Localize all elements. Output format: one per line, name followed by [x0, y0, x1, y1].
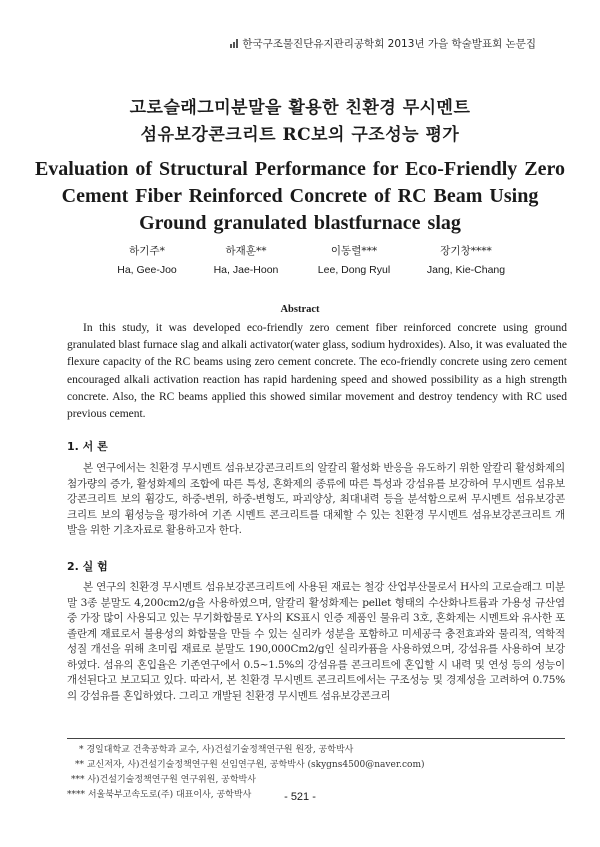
section-2-heading: 2. 실 험: [67, 560, 108, 573]
english-title-line-2: Cement Fiber Reinforced Concrete of RC Beam Using: [61, 185, 539, 207]
section-1-text: 본 연구에서는 친환경 무시멘트 섬유보강콘크리트의 알칼리 활성화 반응을 유도하기 위한 알칼리 활성화제의 첨가량의 증가, 활성화제의 조합에 따른 특성, 혼화제의 종류에 따른 특성과 강섬유를 보강하여 무시멘트 섬유보강콘크리트 보의 휨강도, 하중-변위, 하중-변형도, 파괴양상, 최대내력 등을 분석함으로써 무시멘트 섬유보강콘크리트 보의 휨성능을 평가하여 기존 시멘트 콘크리트를 대체할 수 있는 친환경 무시멘트 섬유보강콘크리트 개발을 위한 기초자료로 활용하고자 한다.: [67, 462, 565, 536]
english-title-line-1: Evaluation of Structural Performance for Eco-Friendly Zero: [34, 158, 566, 180]
author-3: [289, 243, 419, 276]
abstract-text: In this study, it was developed eco-friendly zero cement fiber reinforced concrete using ground granulated blast furnace slag and alkali activator(water glass, sodium hydroxides). Also, it was evaluated the flexure capacity of the RC beams using zero cement concrete. The eco-friendly concrete using zero cement encouraged alkali activation reaction has rapid hardening speed and showed possibility as a high strength concrete. Also, the RC beams applied this showed similar movement and destroy tendency with RC used previous cement.: [67, 322, 567, 421]
author-english-name: Ha, Jae-Hoon: [213, 264, 279, 276]
footnote-2: ** 교신저자, 사)건설기술정책연구원 선임연구원, 공학박사 (skygns4500@naver.com): [75, 760, 425, 770]
author-korean-name: 하기주*: [129, 245, 165, 257]
footnote-divider: [67, 738, 565, 739]
author-english-name: Jang, Kie-Chang: [426, 264, 506, 276]
korean-title-line-2: 섬유보강콘크리트 RC보의 구조성능 평가: [140, 125, 460, 145]
conference-header: [230, 36, 536, 51]
author-english-name: Ha, Gee-Joo: [117, 264, 177, 276]
conference-logo-icon: [230, 39, 239, 48]
conference-name: 한국구조물진단유지관리공학회 2013년 가을 학술발표회 논문집: [242, 38, 536, 50]
korean-title-line-1: 고로슬래그미분말을 활용한 친환경 무시멘트: [129, 98, 471, 118]
author-korean-name: 장기창****: [440, 245, 492, 257]
english-title-line-3: Ground granulated blastfurnace slag: [139, 212, 461, 234]
author-korean-name: 이동렬***: [330, 245, 378, 257]
footnote-4: **** 서울북부고속도로(주) 대표이사, 공학박사: [67, 790, 252, 800]
abstract-heading: Abstract: [280, 304, 320, 315]
author-english-name: Lee, Dong Ryul: [317, 264, 391, 276]
section-2-text: 본 연구의 친환경 무시멘트 섬유보강콘크리트에 사용된 재료는 철강 산업부산물로서 H사의 고로슬래그 미분말 3종 분말도 4,200cm2/g을 사용하였으며, 알칼리 활성화제는 pellet 형태의 수산화나트륨과 가용성 규산염 중 가장 많이 사용되고 있는 무기화합물로 Y사의 KS표시 인증 제품인 물유리 3호, 혼화제는 시멘트와 유사한 포졸란계 재료로서 불용성의 화합물을 만들 수 있는 실리카 성분을 포함하고 미세공극 충전효과와 물리적, 역학적 성질 개선을 위해 초미립 재료로 분말도 190,000Cm2/g인 실리카퓸을 사용하였으며, 강섬유를 사용하여 보강하였다. 섬유의 혼입율은 기존연구에서 0.5~1.5%의 강섬유를 콘크리트에 혼입할 시 내력 및 연성 등의 성능이 개선된다고 보고되고 있다. 따라서, 본 친환경 무시멘트 콘크리트에서는 구조성능 및 경제성을 고려하여 0.75%의 강섬유를 혼입하였다. 그리고 개발된 친환경 무시멘트 섬유보강콘크리: [67, 581, 565, 702]
author-korean-name: 하재훈**: [225, 245, 267, 257]
page-number: - 521 -: [284, 791, 316, 803]
author-4: [401, 243, 531, 276]
section-1-heading: 1. 서 론: [67, 440, 108, 453]
footnote-1: * 경일대학교 건축공학과 교수, 사)건설기술정책연구원 원장, 공학박사: [79, 745, 354, 755]
footnote-3: *** 사)건설기술정책연구원 연구위원, 공학박사: [71, 775, 256, 785]
